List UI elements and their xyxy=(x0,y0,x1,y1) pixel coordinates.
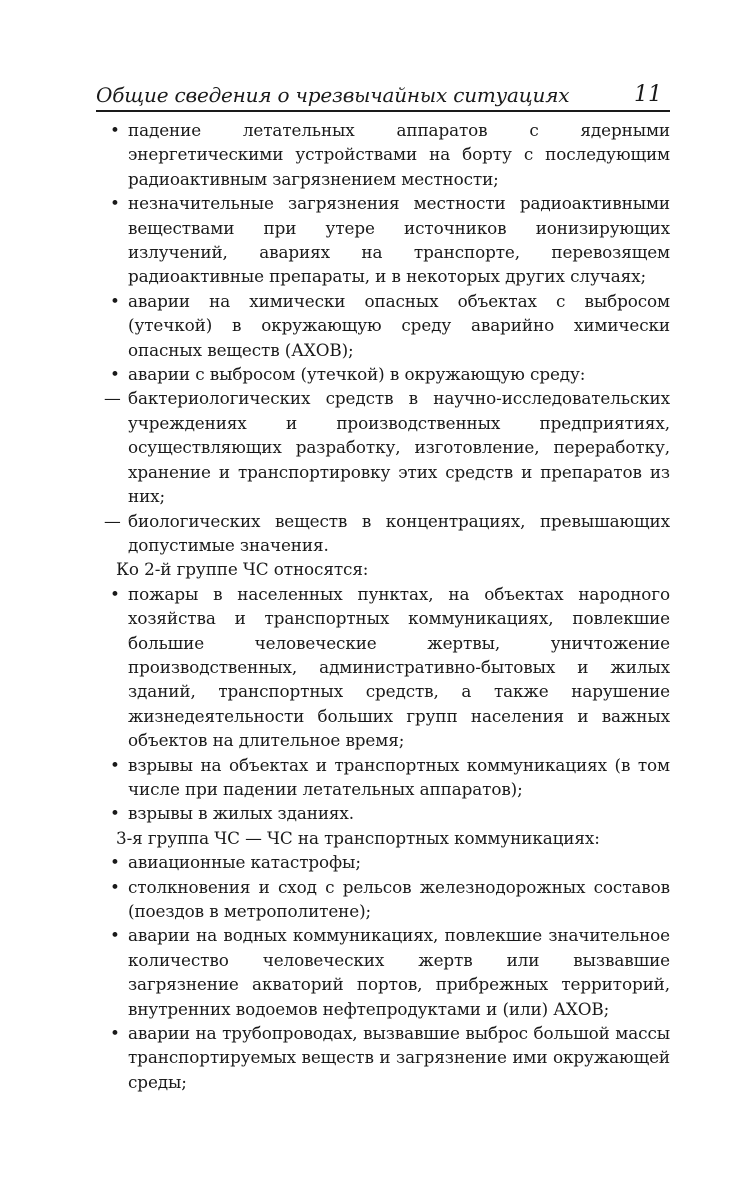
list-item xyxy=(96,875,670,924)
running-title: Общие сведения о чрезвычайных ситуациях xyxy=(96,83,570,107)
list-item-text: взрывы на объектах и транспортных коммуникациях (в том числе при падении летательных аппаратов); xyxy=(128,754,670,799)
list-item xyxy=(96,801,670,825)
list-item-text: падение летательных аппаратов с ядерными энергетическими устройствами на борту с последующим радиоактивным загрязнением местности; xyxy=(128,120,670,189)
list-item xyxy=(96,850,670,874)
list-item-text: аварии на водных коммуникациях, повлекшие значительное количество человеческих жертв или вызвавшие загрязнение акваторий портов, прибрежных территорий, внутренних водоемов нефтепродуктами и (или) АХОВ; xyxy=(128,925,670,1019)
list-item xyxy=(96,118,670,191)
list-item-text: незначительные загрязнения местности радиоактивными веществами при утере источников ионизирующих излучений, авариях на транспорте, перевозящем радиоактивные препараты, и в некоторых других случаях; xyxy=(128,193,670,287)
book-page xyxy=(96,80,670,1094)
running-header xyxy=(96,80,670,112)
list-item-text: аварии на трубопроводах, вызвавшие выброс большой массы транспортируемых веществ и загрязнение ими окружающей среды; xyxy=(128,1023,670,1092)
list-item xyxy=(96,191,670,289)
bullet-marker: • xyxy=(110,876,120,897)
list-item-text: взрывы в жилых зданиях. xyxy=(128,803,355,824)
bullet-marker: • xyxy=(110,803,120,824)
group-2-heading: Ко 2-й группе ЧС относятся: xyxy=(116,559,369,580)
list-item-text: аварии с выбросом (утечкой) в окружающую среду: xyxy=(128,364,586,385)
list-item-text: пожары в населенных пунктах, на объектах народного хозяйства и транспортных коммуникациях, повлекшие большие человеческие жертвы, уничтожение производственных, административно-бытовых и жилых зданий, транспортных средств, а также нарушение жизнедеятельности больших групп населения и важных объектов на длительное время; xyxy=(128,583,670,751)
list-item xyxy=(96,289,670,362)
bullet-marker: • xyxy=(110,193,120,214)
bullet-marker: • xyxy=(110,583,120,604)
bullet-marker: • xyxy=(110,754,120,775)
list-item-text: столкновения и сход с рельсов железнодорожных составов (поездов в метрополитене); xyxy=(128,876,670,921)
dash-marker: — xyxy=(104,510,121,531)
list-item xyxy=(96,753,670,802)
list-item-text: аварии на химически опасных объектах с выбросом (утечкой) в окружающую среду аварийно химически опасных веществ (АХОВ); xyxy=(128,290,670,360)
list-item xyxy=(96,362,670,386)
dash-item xyxy=(96,509,670,558)
list-item xyxy=(96,582,670,753)
bullet-marker: • xyxy=(110,364,120,385)
bullet-marker: • xyxy=(110,290,120,311)
dash-item xyxy=(96,386,670,508)
bullet-marker: • xyxy=(110,1023,120,1044)
bullet-marker: • xyxy=(110,120,120,140)
dash-item-text: бактериологических средств в научно-исследовательских учреждениях и производственных предприятиях, осуществляющих разработку, изготовление, переработку, хранение и транспортировку этих средств и препаратов из них; xyxy=(128,388,670,507)
list-item-text: авиационные катастрофы; xyxy=(128,852,361,873)
dash-item-text: биологических веществ в концентрациях, превышающих допустимые значения. xyxy=(128,510,670,555)
page-body xyxy=(96,118,670,1094)
page-number: 11 xyxy=(634,82,662,107)
bullet-marker: • xyxy=(110,852,120,873)
bullet-marker: • xyxy=(110,925,120,946)
list-item xyxy=(96,1021,670,1094)
list-item xyxy=(96,923,670,1021)
dash-marker: — xyxy=(104,388,121,409)
group-3-heading: 3-я группа ЧС — ЧС на транспортных коммуникациях: xyxy=(116,827,600,848)
